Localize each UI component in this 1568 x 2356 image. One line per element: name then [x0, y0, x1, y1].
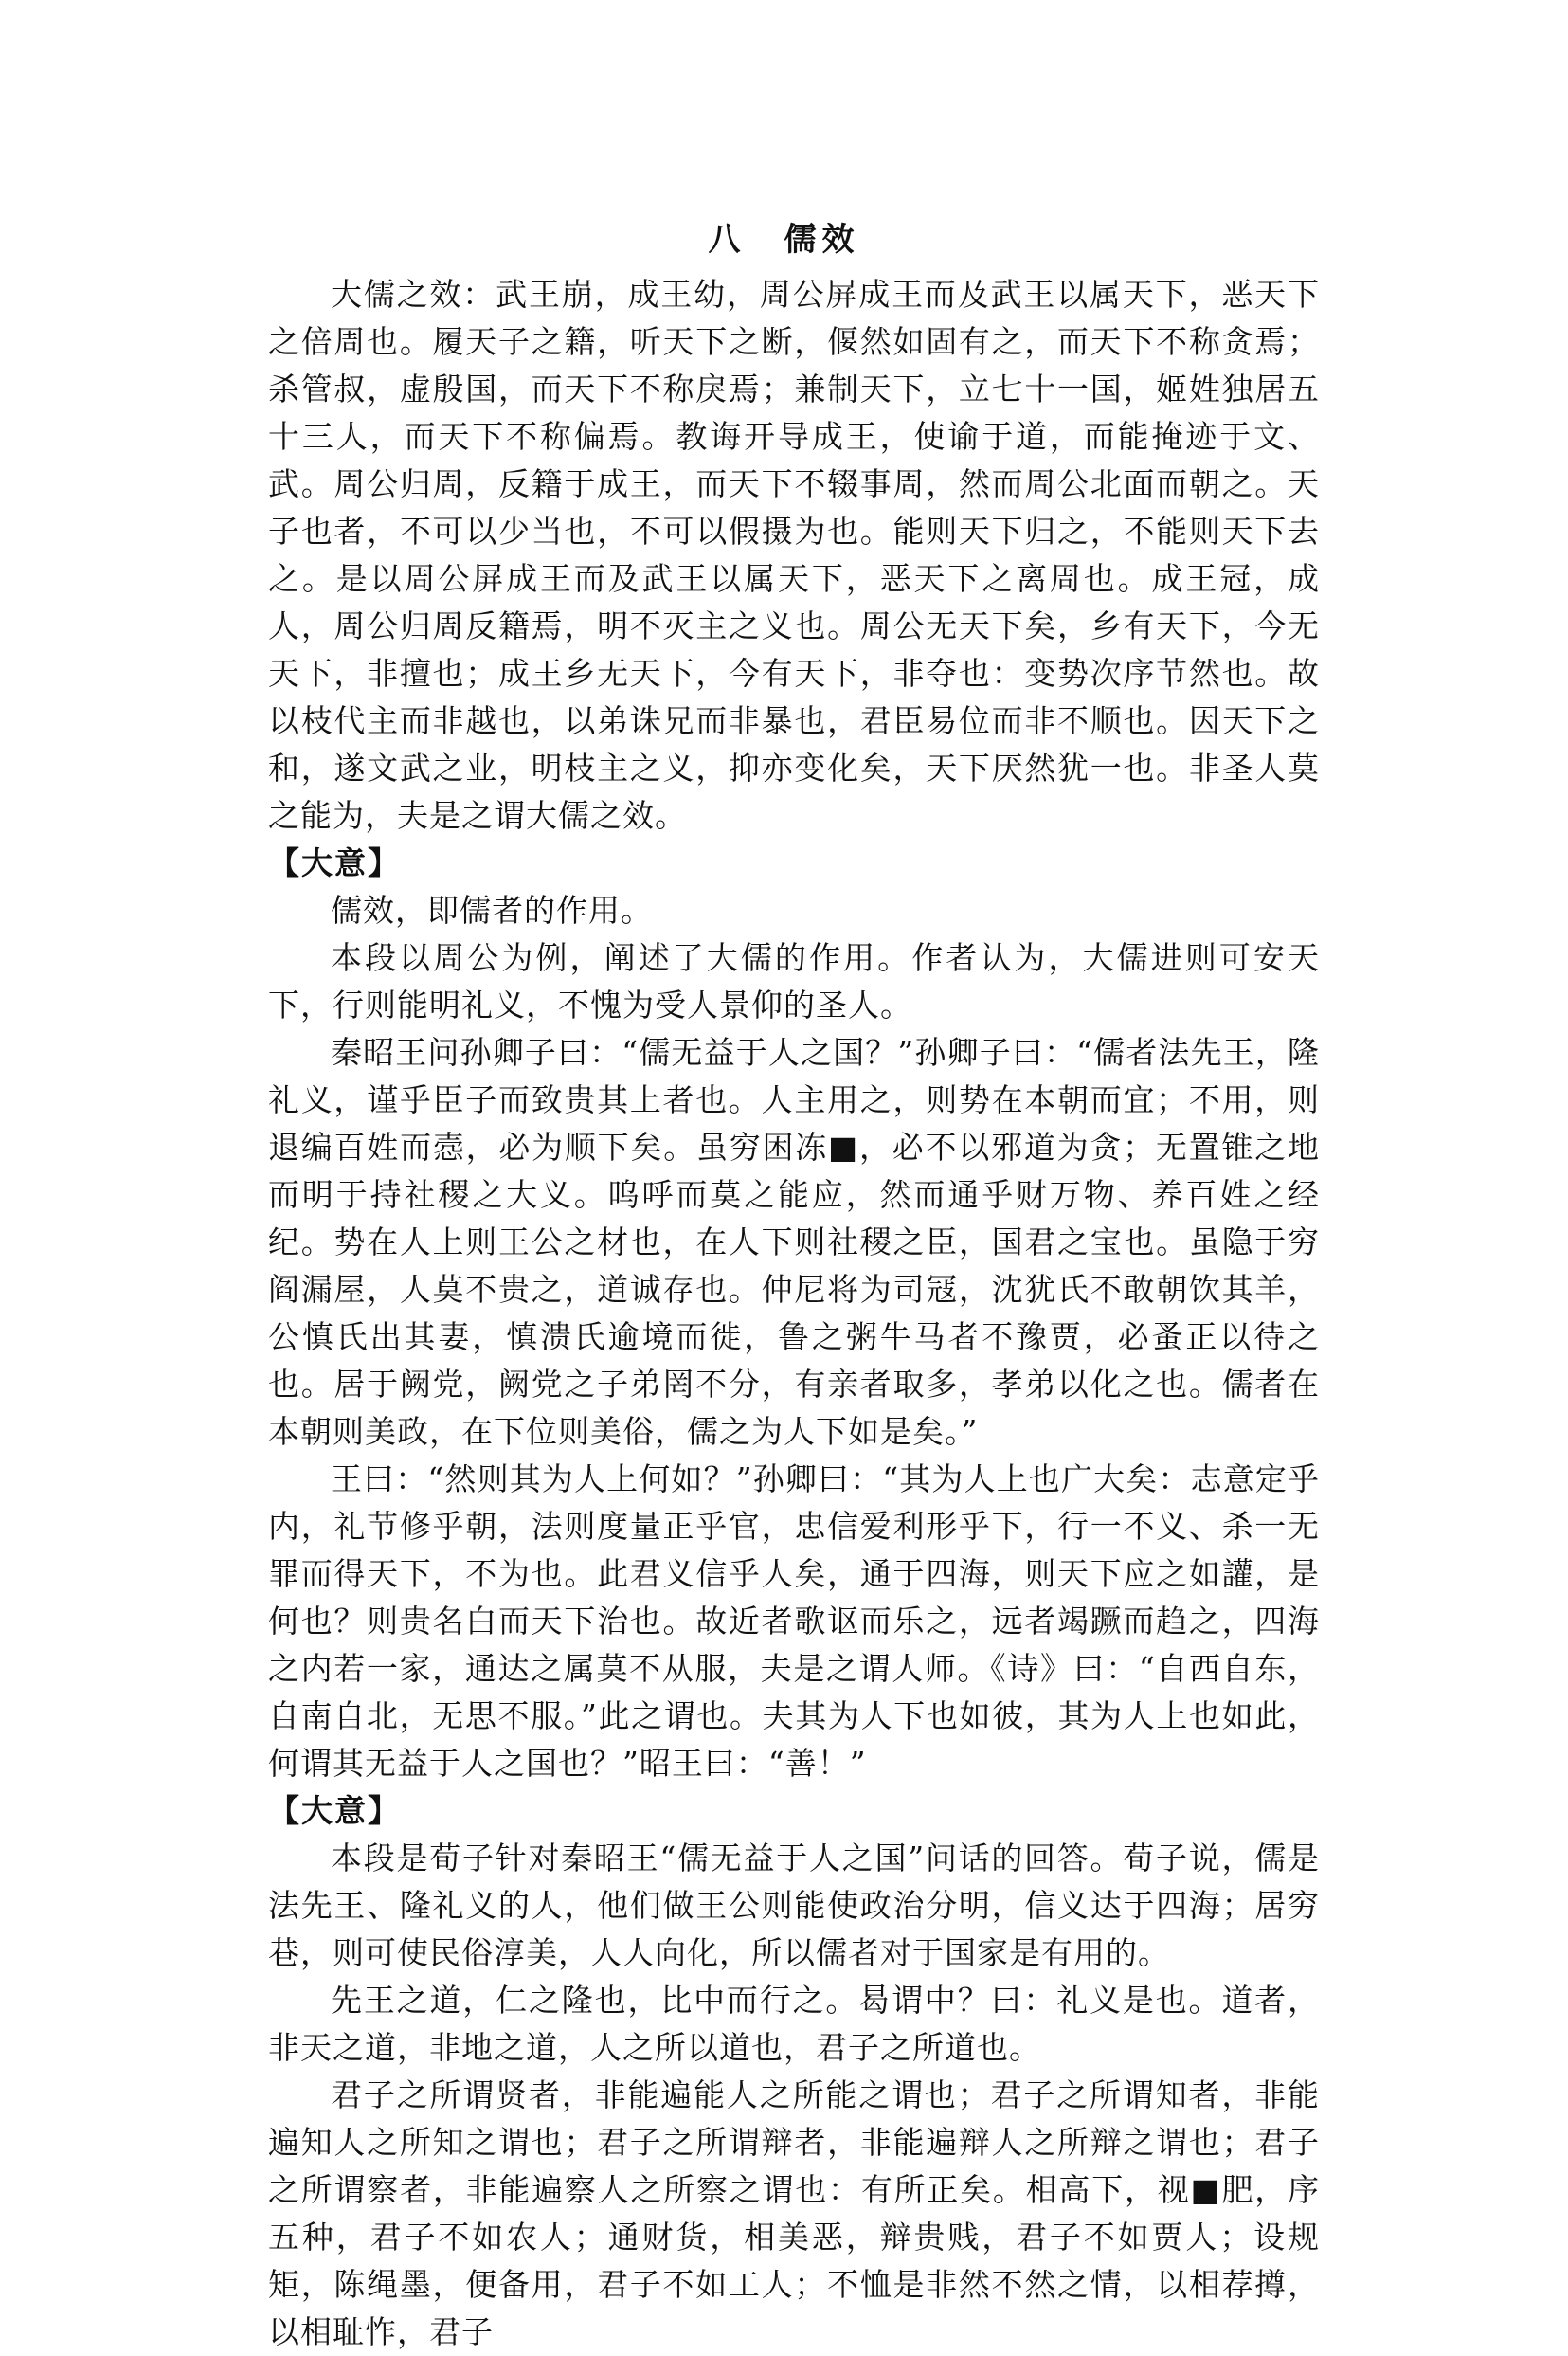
page-title: 八 儒效 — [708, 220, 860, 259]
paragraph-text: 君子之所谓贤者，非能遍能人之所能之谓也；君子之所谓知者，非能遍知人之所知之谓也；君子之所谓辩者，非能遍辩人之所辩之谓也；君子之所谓察者，非能遍察人之所察之谓也：有所正矣。相高下，视■肥，序五种，君子不如农人；通财货，相美恶，辩贵贱，君子不如贾人；设规矩，陈绳墨，便备用，君子不如工人；不恤是非然不然之情，以相荐撙，以相耻怍，君子 — [268, 2076, 1320, 2350]
paragraph-text: 王曰：“然则其为人上何如？”孙卿曰：“其为人上也广大矣：志意定乎内，礼节修乎朝，法则度量正乎官，忠信爱利形乎下，行一不义、杀一无罪而得天下，不为也。此君义信乎人矣，通于四海，则天下应之如讙，是何也？则贵名白而天下治也。故近者歌讴而乐之，远者竭蹶而趋之，四海之内若一家，通达之属莫不从服，夫是之谓人师。《诗》曰：“自西自东，自南自北，无思不服。”此之谓也。夫其为人下也如彼，其为人上也如此，何谓其无益于人之国也？”昭王曰：“善！” — [268, 1460, 1320, 1782]
paragraph-text: 秦昭王问孙卿子曰：“儒无益于人之国？”孙卿子曰：“儒者法先王，隆礼义，谨乎臣子而致贵其上者也。人主用之，则势在本朝而宜；不用，则退编百姓而悫，必为顺下矣。虽穷困冻■，必不以邪道为贪；无置锥之地而明于持社稷之大义。呜呼而莫之能应，然而通乎财万物、养百姓之经纪。势在人上则王公之材也，在人下则社稷之臣，国君之宝也。虽隐于穷阎漏屋，人莫不贵之，道诚存也。仲尼将为司冦，沈犹氏不敢朝饮其羊，公慎氏出其妻，慎溃氏逾境而徙，鲁之粥牛马者不豫贾，必蚤正以待之也。居于阙党，阙党之子弟罔不分，有亲者取多，孝弟以化之也。儒者在本朝则美政，在下位则美俗，儒之为人下如是矣。” — [268, 1034, 1320, 1450]
document-body — [268, 271, 1320, 2356]
section-heading: 【大意】 — [268, 1792, 401, 1829]
paragraph-text: 本段是荀子针对秦昭王“儒无益于人之国”问话的回答。荀子说，儒是法先王、隆礼义的人，他们做王公则能使政治分明，信义达于四海；居穷巷，则可使民俗淳美，人人向化，所以儒者对于国家是有用的。 — [268, 1839, 1320, 1971]
paragraph-text: 先王之道，仁之隆也，比中而行之。曷谓中？曰：礼义是也。道者，非天之道，非地之道，人之所以道也，君子之所道也。 — [268, 1982, 1320, 2066]
paragraph-text: 儒效，即儒者的作用。 — [331, 892, 653, 929]
section-heading: 【大意】 — [268, 844, 401, 881]
paragraph-text: 本段以周公为例，阐述了大儒的作用。作者认为，大儒进则可安天下，行则能明礼义，不愧为受人景仰的圣人。 — [268, 939, 1320, 1024]
paragraph-text: 大儒之效：武王崩，成王幼，周公屏成王而及武王以属天下，恶天下之倍周也。履天子之籍，听天下之断，偃然如固有之，而天下不称贪焉；杀管叔，虚殷国，而天下不称戾焉；兼制天下，立七十一国，姬姓独居五十三人，而天下不称偏焉。教诲开导成王，使谕于道，而能掩迹于文、武。周公归周，反籍于成王，而天下不辍事周，然而周公北面而朝之。天子也者，不可以少当也，不可以假摄为也。能则天下归之，不能则天下去之。是以周公屏成王而及武王以属天下，恶天下之离周也。成王冠，成人，周公归周反籍焉，明不灭主之义也。周公无天下矣，乡有天下，今无天下，非擅也；成王乡无天下，今有天下，非夺也：变势次序节然也。故以枝代主而非越也，以弟诛兄而非暴也，君臣易位而非不顺也。因天下之和，遂文武之业，明枝主之义，抑亦变化矣，天下厌然犹一也。非圣人莫之能为，夫是之谓大儒之效。 — [268, 276, 1320, 834]
